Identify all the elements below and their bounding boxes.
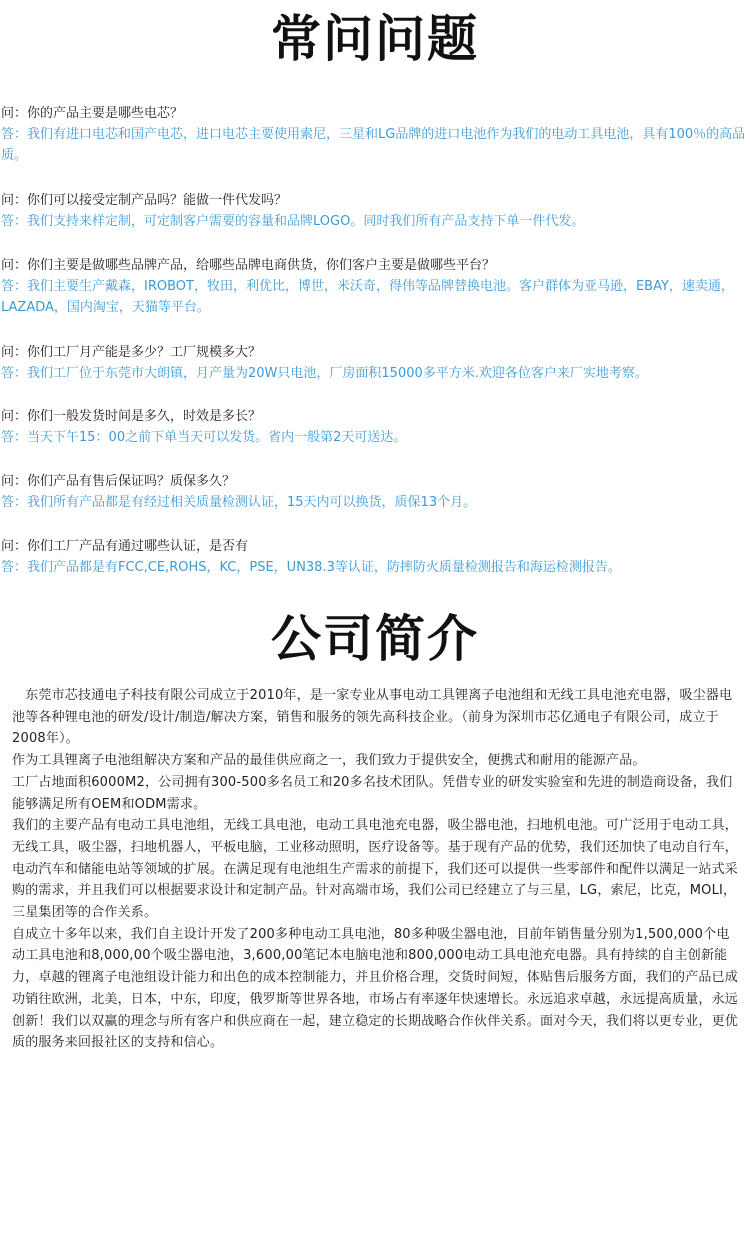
faq-answer: 答：我们工厂位于东莞市大朗镇，月产量为20W只电池，厂房面积15000多平方米.欢迎各位客户来厂实地考察。 — [1, 366, 648, 381]
faq-item — [0, 471, 750, 513]
profile-paragraph: 工厂占地面积6000M2，公司拥有300-500多名员工和20多名技术团队。凭借专业的研发实验室和先进的制造商设备，我们能够满足所有OEM和ODM需求。 — [12, 774, 733, 812]
faq-title: 常问问题 — [271, 10, 479, 68]
faq-answer: 答：我们所有产品都是有经过相关质量检测认证，15天内可以换货，质保13个月。 — [1, 495, 477, 510]
faq-answer: 答：我们有进口电芯和国产电芯，进口电芯主要使用索尼，三星和LG品牌的进口电池作为我们的电动工具电池，具有100％的高品质。 — [1, 127, 746, 163]
faq-item — [0, 406, 750, 448]
faq-answer: 答：我们支持来样定制，可定制客户需要的容量和品牌LOGO。同时我们所有产品支持下单一件代发。 — [1, 214, 585, 229]
faq-item — [0, 255, 750, 318]
faq-item — [0, 342, 750, 384]
faq-question: 问：你们一般发货时间是多久，时效是多长？ — [1, 409, 262, 424]
profile-paragraph: 东莞市芯技通电子科技有限公司成立于2010年，是一家专业从事电动工具锂离子电池组和无线工具电池充电器，吸尘器电池等各种锂电池的研发/设计/制造/解决方案，销售和服务的领先高科技企业。（前身为深圳市芯亿通电子有限公司，成立于2008年）。 — [12, 688, 733, 747]
faq-answer: 答：当天下午15：00之前下单当天可以发货。省内一般第2天可送达。 — [1, 430, 407, 445]
faq-question: 问：你们工厂产品有通过哪些认证，是否有 — [1, 539, 249, 554]
faq-item — [0, 190, 750, 232]
profile-paragraph: 作为工具锂离子电池组解决方案和产品的最佳供应商之一，我们致力于提供安全，便携式和耐用的能源产品。 — [12, 753, 646, 769]
profile-paragraph: 我们的主要产品有电动工具电池组，无线工具电池，电动工具电池充电器，吸尘器电池，扫地机电池。可广泛用于电动工具，无线工具，吸尘器，扫地机器人，平板电脑，工业移动照明，医疗设备等。基于现有产品的优势，我们还加快了电动自行车，电动汽车和储能电站等领域的扩展。在满足现有电池组生产需求的前提下，我们还可以提供一些零部件和配件以满足一站式采购的需求，并且我们可以根据要求设计和定制产品。针对高端市场，我们公司已经建立了与三星，LG，索尼，比克，MOLI，三星集团等的合作关系。 — [12, 818, 739, 921]
faq-question: 问：你们工厂月产能是多少？工厂规模多大？ — [1, 345, 262, 360]
faq-item — [0, 536, 750, 578]
faq-answer: 答：我们主要生产戴森，IROBOT，牧田，利优比，博世，米沃奇，得伟等品牌替换电池。客户群体为亚马逊，EBAY，速卖通，LAZADA，国内淘宝，天猫等平台。 — [1, 279, 734, 315]
faq-question: 问：你们产品有售后保证吗？质保多久？ — [1, 474, 236, 489]
company-profile — [12, 685, 742, 1054]
faq-item — [0, 103, 750, 166]
faq-question: 问：你们可以接受定制产品吗？能做一件代发吗？ — [1, 193, 288, 208]
profile-paragraph: 自成立十多年以来，我们自主设计开发了200多种电动工具电池，80多种吸尘器电池，目前年销售量分别为1,500,000个电动工具电池和8,000,00个吸尘器电池，3,600,00笔记本电脑电池和800,000电动工具电池充电器。具有持续的自主创新能力，卓越的锂离子电池组设计能力和出色的成本控制能力，并且价格合理，交货时间短，体贴售后服务方面，我们的产品已成功销往欧洲，北美，日本，中东，印度，俄罗斯等世界各地，市场占有率逐年快速增长。永远追求卓越，永远提高质量，永远创新！我们以双赢的理念与所有客户和供应商在一起，建立稳定的长期战略合作伙伴关系。面对今天，我们将以更专业，更优质的服务来回报社区的支持和信心。 — [12, 926, 739, 1051]
faq-question: 问：你们主要是做哪些品牌产品，给哪些品牌电商供货，你们客户主要是做哪些平台？ — [1, 258, 496, 273]
faq-answer: 答：我们产品都是有FCC,CE,ROHS，KC，PSE，UN38.3等认证，防摔防火质量检测报告和海运检测报告。 — [1, 560, 621, 575]
about-title: 公司简介 — [271, 610, 479, 668]
faq-question: 问：你的产品主要是哪些电芯？ — [1, 106, 184, 121]
